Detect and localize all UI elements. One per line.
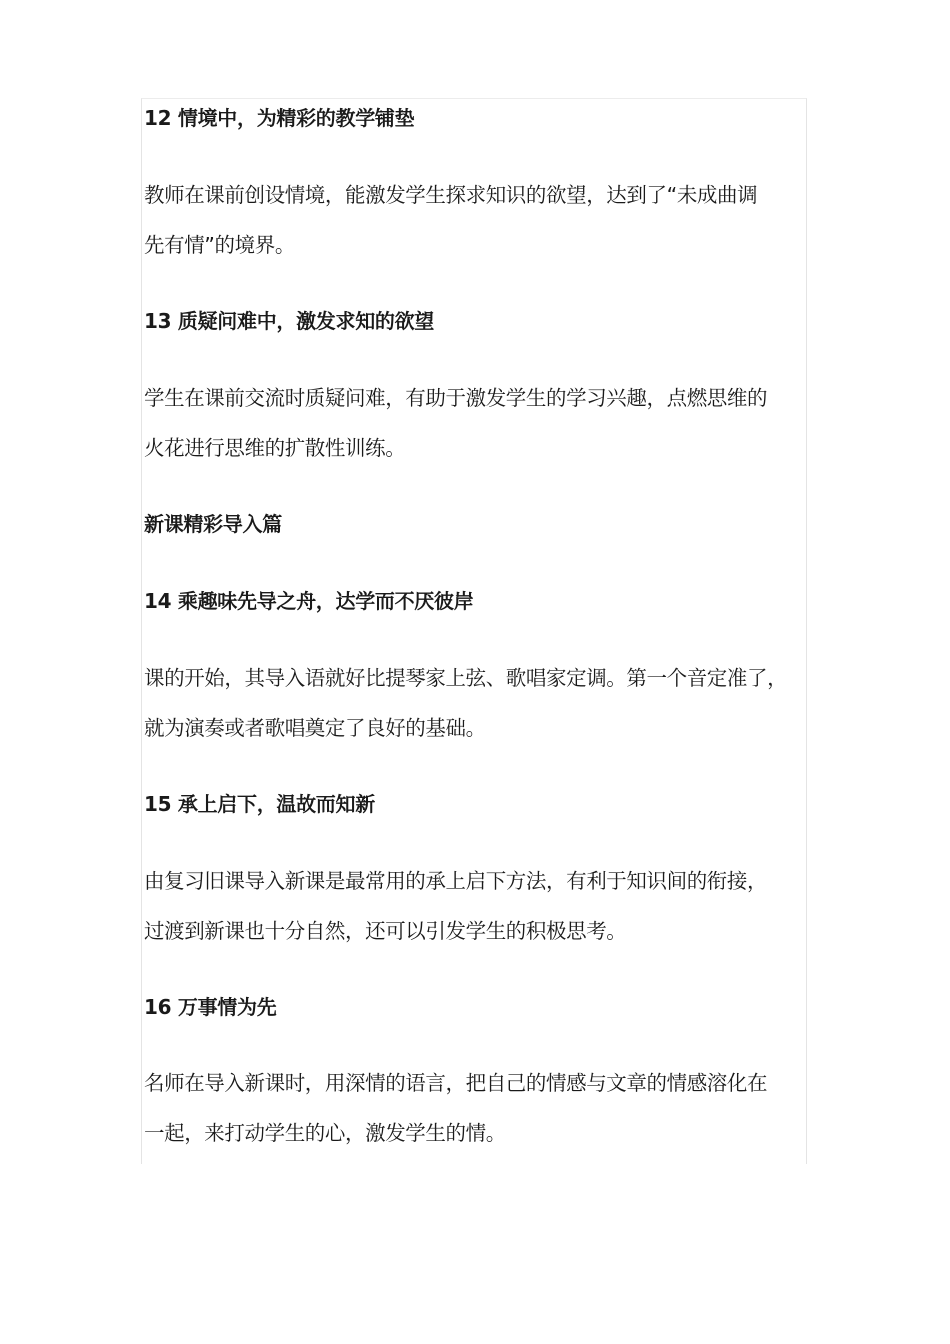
section-heading-14: 14 乘趣味先导之舟，达学而不厌彼岸: [144, 589, 474, 613]
section-paragraph-16: [144, 1058, 767, 1158]
section-heading-12: 12 情境中，为精彩的教学铺垫: [144, 106, 415, 130]
paragraph-line: 先有情”的境界。: [144, 233, 295, 257]
paragraph-line: 名师在导入新课时，用深情的语言，把自己的情感与文章的情感溶化在: [144, 1071, 768, 1095]
paragraph-line: 教师在课前创设情境，能激发学生探求知识的欲望，达到了“未成曲调: [144, 183, 758, 207]
paragraph-line: 由复习旧课导入新课是最常用的承上启下方法，有利于知识间的衔接，: [144, 869, 768, 893]
paragraph-line: 学生在课前交流时质疑问难，有助于激发学生的学习兴趣，点燃思维的: [144, 386, 768, 410]
section-paragraph-12: [144, 170, 757, 270]
section-paragraph-15: [144, 856, 767, 956]
section-paragraph-14: [144, 653, 787, 753]
section-paragraph-13: [144, 373, 767, 473]
section-heading-13: 13 质疑问难中，激发求知的欲望: [144, 309, 434, 333]
section-heading-15: 15 承上启下，温故而知新: [144, 792, 375, 816]
paragraph-line: 就为演奏或者歌唱奠定了良好的基础。: [144, 716, 486, 740]
paragraph-line: 课的开始，其导入语就好比提琴家上弦、歌唱家定调。第一个音定准了，: [144, 666, 788, 690]
paragraph-line: 一起，来打动学生的心，激发学生的情。: [144, 1121, 506, 1145]
section-heading-16: 16 万事情为先: [144, 995, 277, 1019]
paragraph-line: 火花进行思维的扩散性训练。: [144, 436, 406, 460]
section-heading-new-lesson: 新课精彩导入篇: [144, 512, 282, 536]
paragraph-line: 过渡到新课也十分自然，还可以引发学生的积极思考。: [144, 919, 627, 943]
